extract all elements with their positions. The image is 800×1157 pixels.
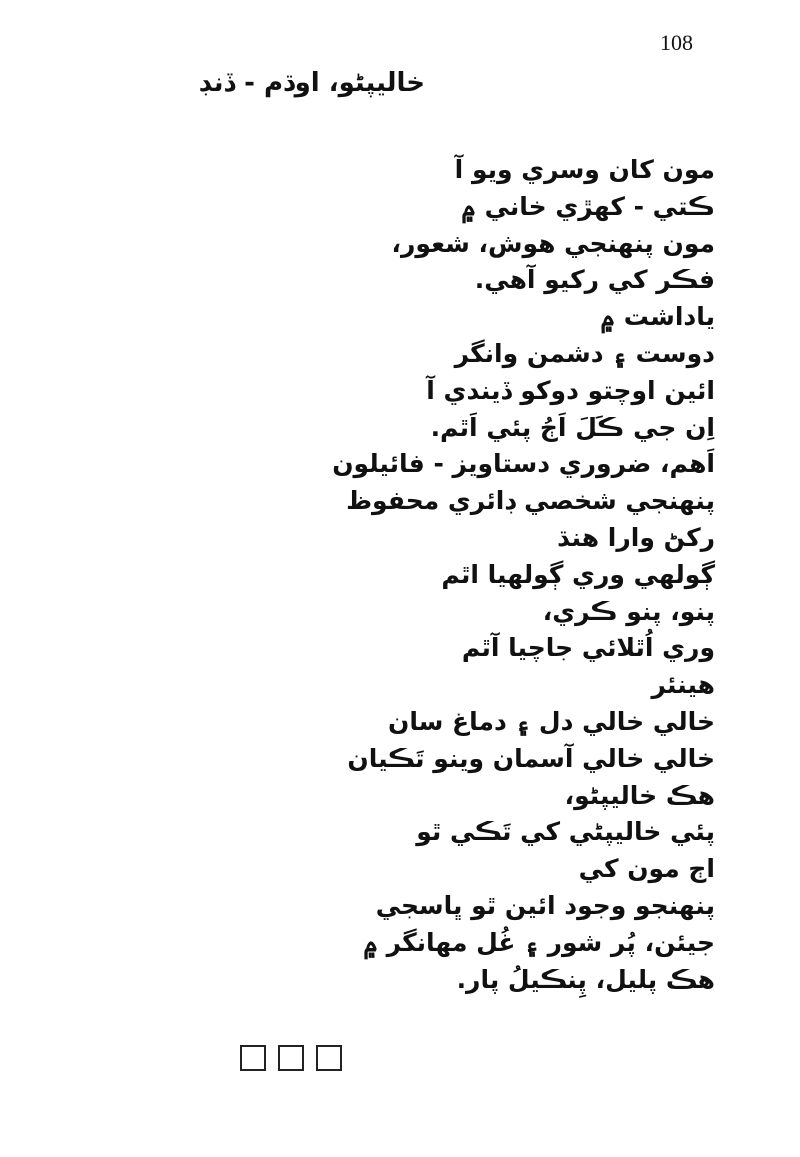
poem-line: ياداشت ۾ — [600, 302, 715, 332]
poem-line: پنھنجي شخصي ڊائري محفوظ — [346, 486, 715, 516]
end-mark-square-icon — [316, 1045, 342, 1071]
poem-line: ڳولھي وري ڳولھيا اٿم — [441, 559, 715, 589]
poem-line: اَهم، ضروري دستاويز - فائيلون — [332, 449, 715, 479]
poem-line: مون کان وسري ويو آ — [454, 155, 715, 184]
poem-line: اِن جي ڪَلَ اَڄُ پئي اَٿم. — [430, 412, 715, 442]
poem-line: ڪتي - کھڙي خاني ۾ — [461, 191, 715, 221]
poem-line: پنو، پنو ڪري، — [542, 596, 715, 626]
poem-line: پنھنجو وجود ائين ٿو ڀاسجي — [375, 890, 715, 920]
end-mark-boxes — [240, 1045, 342, 1071]
poem-line: پئي خاليپڻي کي تَڪي ٿو — [416, 817, 715, 847]
poem-line: اڄ مون کي — [578, 854, 715, 884]
poem-line: ائين اوچتو دوکو ڏيندي آ — [426, 375, 715, 405]
poem-line: جيئن، پُر شور ۽ غُل مھانگر ۾ — [363, 927, 715, 957]
poem-line: هينئر — [651, 670, 715, 700]
poem-line: خالي خالي دل ۽ دماغ سان — [388, 706, 715, 736]
poem-line: خالي خالي آسمان وينو تَڪيان — [347, 743, 715, 773]
poem-title: خاليپڻو، اوڌم - ڏنڊ — [198, 68, 425, 98]
poem-line: فڪر کي رکيو آهي. — [474, 265, 715, 295]
poem-line: رکڻ وارا هنڌ — [557, 522, 715, 552]
end-mark-square-icon — [278, 1045, 304, 1071]
page-number: 108 — [660, 30, 693, 55]
poem-line: وري اُٿلائي جاچيا آٿم — [461, 633, 715, 663]
poem-line: دوست ۽ دشمن وانگر — [454, 338, 715, 368]
poem-line: هڪ خاليپڻو، — [564, 780, 715, 810]
poem-line: هڪ پليل، پِنڪيلُ پار. — [456, 964, 715, 994]
poem-line: مون پنھنجي هوش، شعور، — [391, 228, 715, 258]
poem-body — [332, 152, 715, 998]
end-mark-square-icon — [240, 1045, 266, 1071]
